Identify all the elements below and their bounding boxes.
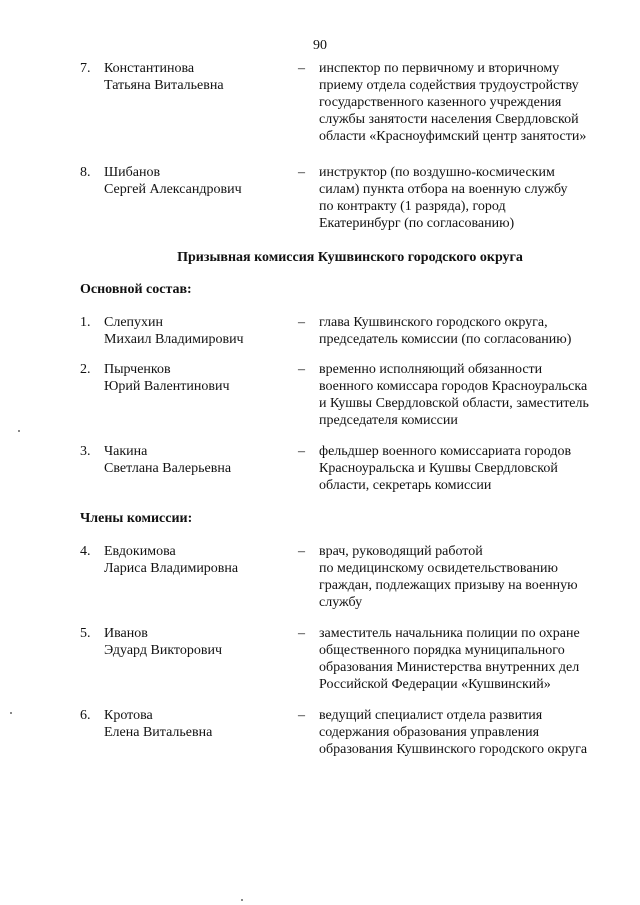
position-description: ведущий специалист отдела развития содержания образования управления образования Кушвинского городского округа: [319, 708, 588, 757]
position-description: заместитель начальника полиции по охране общественного порядка муниципального образования Министерства внутренних дел Российской Федерации «Кушвинский»: [319, 626, 580, 692]
person-name: [104, 707, 294, 741]
surname: Иванов: [104, 626, 148, 641]
item-number: 2.: [80, 362, 91, 377]
person-name: [104, 543, 294, 577]
scan-speck: [241, 899, 243, 901]
item-number: 6.: [80, 708, 91, 723]
person-name: [104, 361, 294, 395]
item-number: 7.: [80, 61, 91, 76]
given-names: Лариса Владимировна: [104, 561, 239, 576]
position-description: врач, руководящий работой по медицинскому освидетельствованию граждан, подлежащих призыву на военную службу: [319, 544, 578, 610]
given-names: Сергей Александрович: [104, 182, 242, 197]
dash: –: [298, 708, 305, 723]
item-number: 4.: [80, 544, 91, 559]
surname: Шибанов: [104, 165, 161, 180]
dash: –: [298, 626, 305, 641]
main-composition-heading: Основной состав:: [80, 282, 192, 297]
item-number: 3.: [80, 444, 91, 459]
dash: –: [298, 544, 305, 559]
surname: Константинова: [104, 61, 195, 76]
given-names: Елена Витальевна: [104, 725, 213, 740]
given-names: Михаил Владимирович: [104, 332, 244, 347]
dash: –: [298, 61, 305, 76]
surname: Слепухин: [104, 315, 164, 330]
given-names: Юрий Валентинович: [104, 379, 230, 394]
given-names: Светлана Валерьевна: [104, 461, 232, 476]
section-title: Призывная комиссия Кушвинского городского округа: [177, 250, 523, 265]
surname: Чакина: [104, 444, 148, 459]
person-name: [104, 314, 294, 348]
surname: Кротова: [104, 708, 153, 723]
person-name: [104, 60, 294, 94]
item-number: 5.: [80, 626, 91, 641]
members-heading: Члены комиссии:: [80, 511, 193, 526]
person-name: [104, 164, 294, 198]
scan-speck: [18, 430, 20, 432]
position-description: инспектор по первичному и вторичному приему отдела содействия трудоустройству государственного казенного учреждения службы занятости населения Свердловской области «Красноуфимский центр занятости»: [319, 61, 587, 144]
item-number: 1.: [80, 315, 91, 330]
position-description: глава Кушвинского городского округа, председатель комиссии (по согласованию): [319, 315, 572, 347]
person-name: [104, 443, 294, 477]
person-name: [104, 625, 294, 659]
scan-speck: [10, 712, 12, 714]
dash: –: [298, 165, 305, 180]
item-number: 8.: [80, 165, 91, 180]
surname: Евдокимова: [104, 544, 176, 559]
position-description: временно исполняющий обязанности военного комиссара городов Красноуральска и Кушвы Свердловской области, заместитель председателя комиссии: [319, 362, 589, 428]
position-description: фельдшер военного комиссариата городов Красноуральска и Кушвы Свердловской области, секретарь комиссии: [319, 444, 572, 493]
dash: –: [298, 444, 305, 459]
position-description: инструктор (по воздушно-космическим силам) пункта отбора на военную службу по контракту (1 разряда), город Екатеринбург (по согласованию): [319, 165, 568, 231]
given-names: Татьяна Витальевна: [104, 78, 224, 93]
given-names: Эдуард Викторович: [104, 643, 223, 658]
surname: Пырченков: [104, 362, 171, 377]
dash: –: [298, 362, 305, 377]
dash: –: [298, 315, 305, 330]
page-number: 90: [313, 38, 327, 53]
